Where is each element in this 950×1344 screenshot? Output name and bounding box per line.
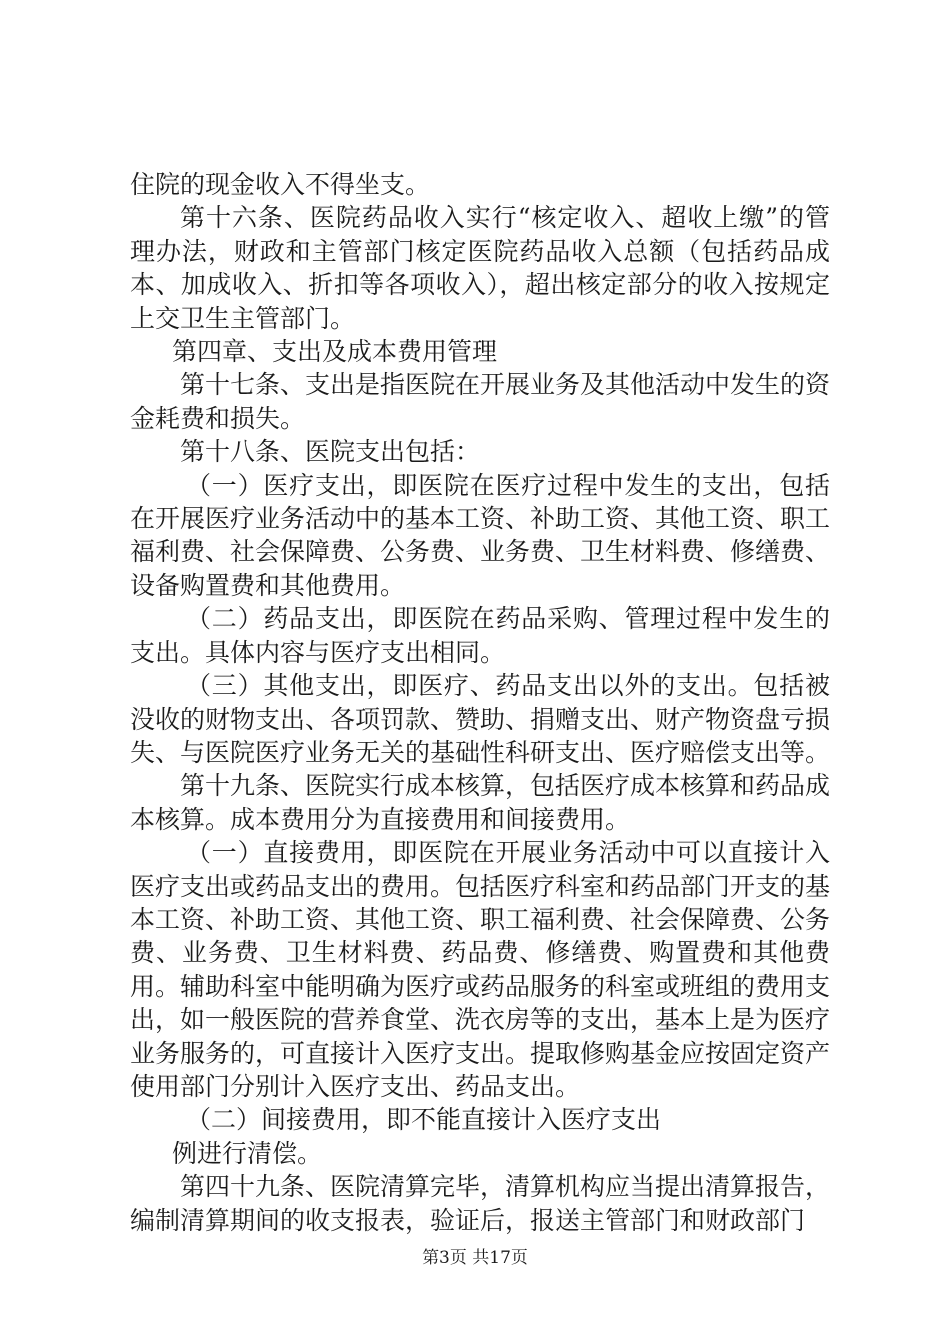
document-body xyxy=(130,168,830,1237)
paragraph-11: （二）间接费用，即不能直接计入医疗支出 xyxy=(186,1105,662,1135)
paragraph-6: （一）医疗支出，即医院在医疗过程中发生的支出，包括在开展医疗业务活动中的基本工资、补助工资、其他工资、职工福利费、社会保障费、公务费、业务费、卫生材料费、修缮费、设备购置费和其他费用。 xyxy=(130,470,831,600)
paragraph-4: 第十七条、支出是指医院在开展业务及其他活动中发生的资金耗费和损失。 xyxy=(130,370,831,433)
paragraph-7: （二）药品支出，即医院在药品采购、管理过程中发生的支出。具体内容与医疗支出相同。 xyxy=(130,604,830,667)
page-number-footer: 第3页 共17页 xyxy=(422,1248,528,1268)
paragraph-9: 第十九条、医院实行成本核算，包括医疗成本核算和药品成本核算。成本费用分为直接费用和间接费用。 xyxy=(130,771,831,834)
paragraph-1: 住院的现金收入不得坐支。 xyxy=(130,170,431,199)
paragraph-8: （三）其他支出，即医疗、药品支出以外的支出。包括被没收的财物支出、各项罚款、赞助、捐赠支出、财产物资盘亏损失、与医院医疗业务无关的基础性科研支出、医疗赔偿支出等。 xyxy=(130,671,831,767)
paragraph-13: 第四十九条、医院清算完毕，清算机构应当提出清算报告，编制清算期间的收支报表，验证后，报送主管部门和财政部门 xyxy=(130,1172,831,1235)
paragraph-2: 第十六条、医院药品收入实行“核定收入、超收上缴”的管理办法，财政和主管部门核定医院药品收入总额（包括药品成本、加成收入、折扣等各项收入），超出核定部分的收入按规定上交卫生主管部门。 xyxy=(130,203,830,333)
paragraph-10: （一）直接费用，即医院在开展业务活动中可以直接计入医疗支出或药品支出的费用。包括医疗科室和药品部门开支的基本工资、补助工资、其他工资、职工福利费、社会保障费、公务费、业务费、卫生材料费、药品费、修缮费、购置费和其他费用。辅助科室中能明确为医疗或药品服务的科室或班组的费用支出，如一般医院的营养食堂、洗衣房等的支出，基本上是为医疗业务服务的，可直接计入医疗支出。提取修购基金应按固定资产使用部门分别计入医疗支出、药品支出。 xyxy=(130,838,831,1101)
paragraph-12: 例进行清偿。 xyxy=(172,1138,323,1168)
paragraph-5: 第十八条、医院支出包括： xyxy=(180,437,481,467)
chapter-heading: 第四章、支出及成本费用管理 xyxy=(172,337,498,367)
